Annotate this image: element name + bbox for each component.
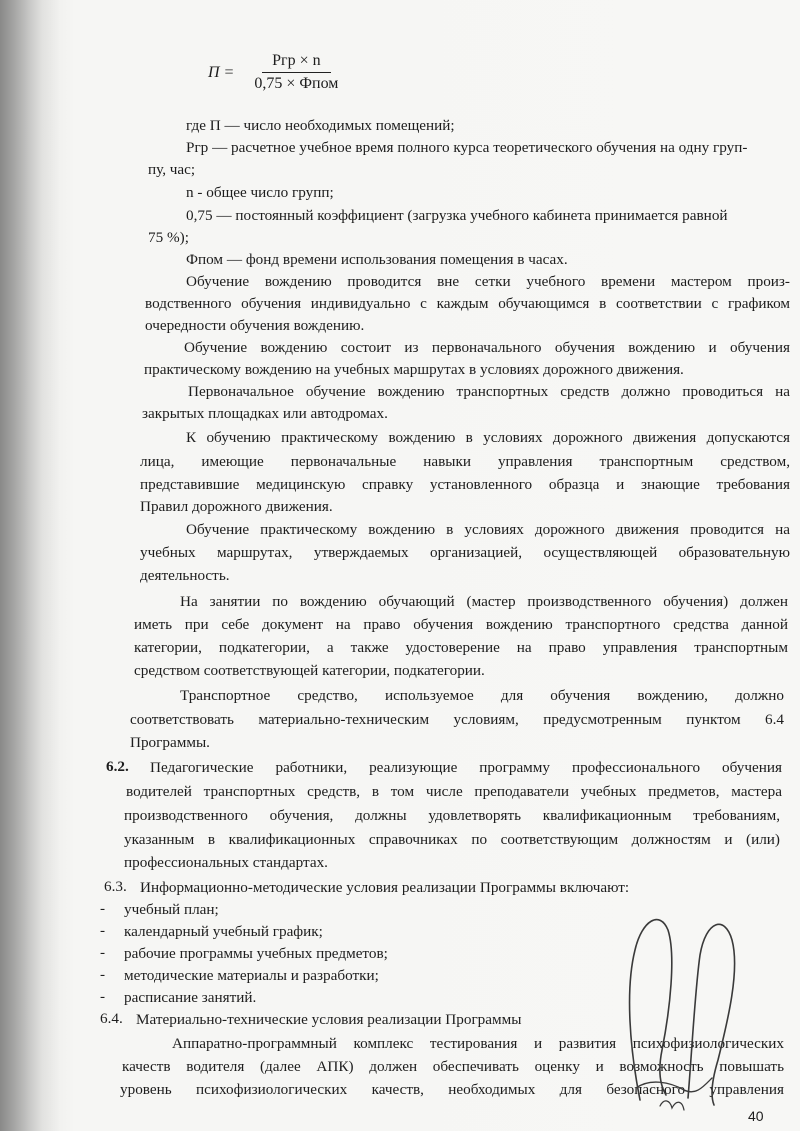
section-6-2-line: профессиональных стандартах. [124,854,328,871]
section-6-4-line: Аппаратно-программный комплекс тестирования и развития психофизиологических [172,1035,784,1052]
binding-shadow [0,0,60,1131]
definition-line: Фпом — фонд времени использования помещения в часах. [186,251,568,268]
list-marker: - [100,922,106,939]
paragraph-line: Обучение практическому вождению в условиях дорожного движения проводится на [186,521,790,538]
paragraph-line: Обучение вождению состоит из первоначального обучения вождению и обучения [184,339,790,356]
definition-line: n - общее число групп; [186,184,334,201]
section-6-2-line: водителей транспортных средств, в том числе преподаватели учебных предметов, мастера [126,783,782,800]
definition-line: 75 %); [148,229,189,246]
formula-fraction [244,52,348,93]
list-marker: - [100,944,106,961]
paragraph-line: Транспортное средство, используемое для обучения вождению, должно [180,687,784,704]
definition-line: где П — число необходимых помещений; [186,117,455,134]
definition-line: 0,75 — постоянный коэффициент (загрузка учебного кабинета принимается равной [186,207,728,224]
paragraph-line: соответствовать материально-техническим условиям, предусмотренным пунктом 6.4 [130,711,784,728]
section-number-6-2: 6.2. [106,758,129,775]
paragraph-line: средством соответствующей категории, подкатегории. [134,662,485,679]
page-number: 40 [748,1108,764,1124]
list-marker: - [100,966,106,983]
section-6-4-title: Материально-технические условия реализации Программы [136,1011,522,1028]
paragraph-line: лица, имеющие первоначальные навыки управления транспортным средством, [140,453,790,470]
paragraph-line: Обучение вождению проводится вне сетки учебного времени мастером произ- [186,273,790,290]
section-6-2-line: указанным в квалификационных справочниках по соответствующим должностям и (или) [124,831,780,848]
formula-lhs: П = [208,63,235,81]
paragraph-line: очередности обучения вождению. [145,317,365,334]
section-6-4-line: качеств водителя (далее АПК) должен обеспечивать оценку и возможность повышать [122,1058,784,1075]
paragraph-line: Программы. [130,734,210,751]
list-marker: - [100,900,106,917]
formula [208,52,348,93]
definition-line: пу, час; [148,161,196,178]
paragraph-line: К обучению практическому вождению в условиях дорожного движения допускаются [186,429,790,446]
list-item: учебный план; [124,901,219,918]
paragraph-line: иметь при себе документ на право обучения вождению транспортного средства данной [134,616,788,633]
list-item: календарный учебный график; [124,923,323,940]
list-marker: - [100,988,106,1005]
section-6-4-line: уровень психофизиологических качеств, необходимых для безопасного управления [120,1081,784,1098]
handwritten-signature [600,900,780,1120]
paragraph-line: водственного обучения индивидуально с каждым обучающимся в соответствии с графиком [145,295,790,312]
paragraph-line: деятельность. [140,567,230,584]
list-item: рабочие программы учебных предметов; [124,945,388,962]
paragraph-line: представившие медицинскую справку установленного образца и знающие требования [140,476,790,493]
section-number-6-4: 6.4. [100,1010,123,1027]
definition-line: Ргр — расчетное учебное время полного курса теоретического обучения на одну груп- [186,139,748,156]
section-6-2-line: Педагогические работники, реализующие программу профессионального обучения [150,759,782,776]
section-6-2-line: производственного обучения, должны удовлетворять квалификационным требованиям, [124,807,780,824]
paragraph-line: закрытых площадках или автодромах. [142,405,388,422]
paragraph-line: Правил дорожного движения. [140,498,333,515]
paragraph-line: учебных маршрутах, утверждаемых организацией, осуществляющей образовательную [140,544,790,561]
list-item: методические материалы и разработки; [124,967,379,984]
section-6-3-title: Информационно-методические условия реализации Программы включают: [140,879,630,896]
paragraph-line: Первоначальное обучение вождению транспортных средств должно проводиться на [188,383,790,400]
formula-numerator: Ргр × n [262,52,330,73]
formula-denominator: 0,75 × Фпом [254,75,339,92]
paragraph-line: На занятии по вождению обучающий (мастер производственного обучения) должен [180,593,788,610]
paragraph-line: категории, подкатегории, а также удостоверение на право управления транспортным [134,639,788,656]
list-item: расписание занятий. [124,989,257,1006]
paragraph-line: практическому вождению на учебных маршрутах в условиях дорожного движения. [144,361,684,378]
section-number-6-3: 6.3. [104,878,127,895]
